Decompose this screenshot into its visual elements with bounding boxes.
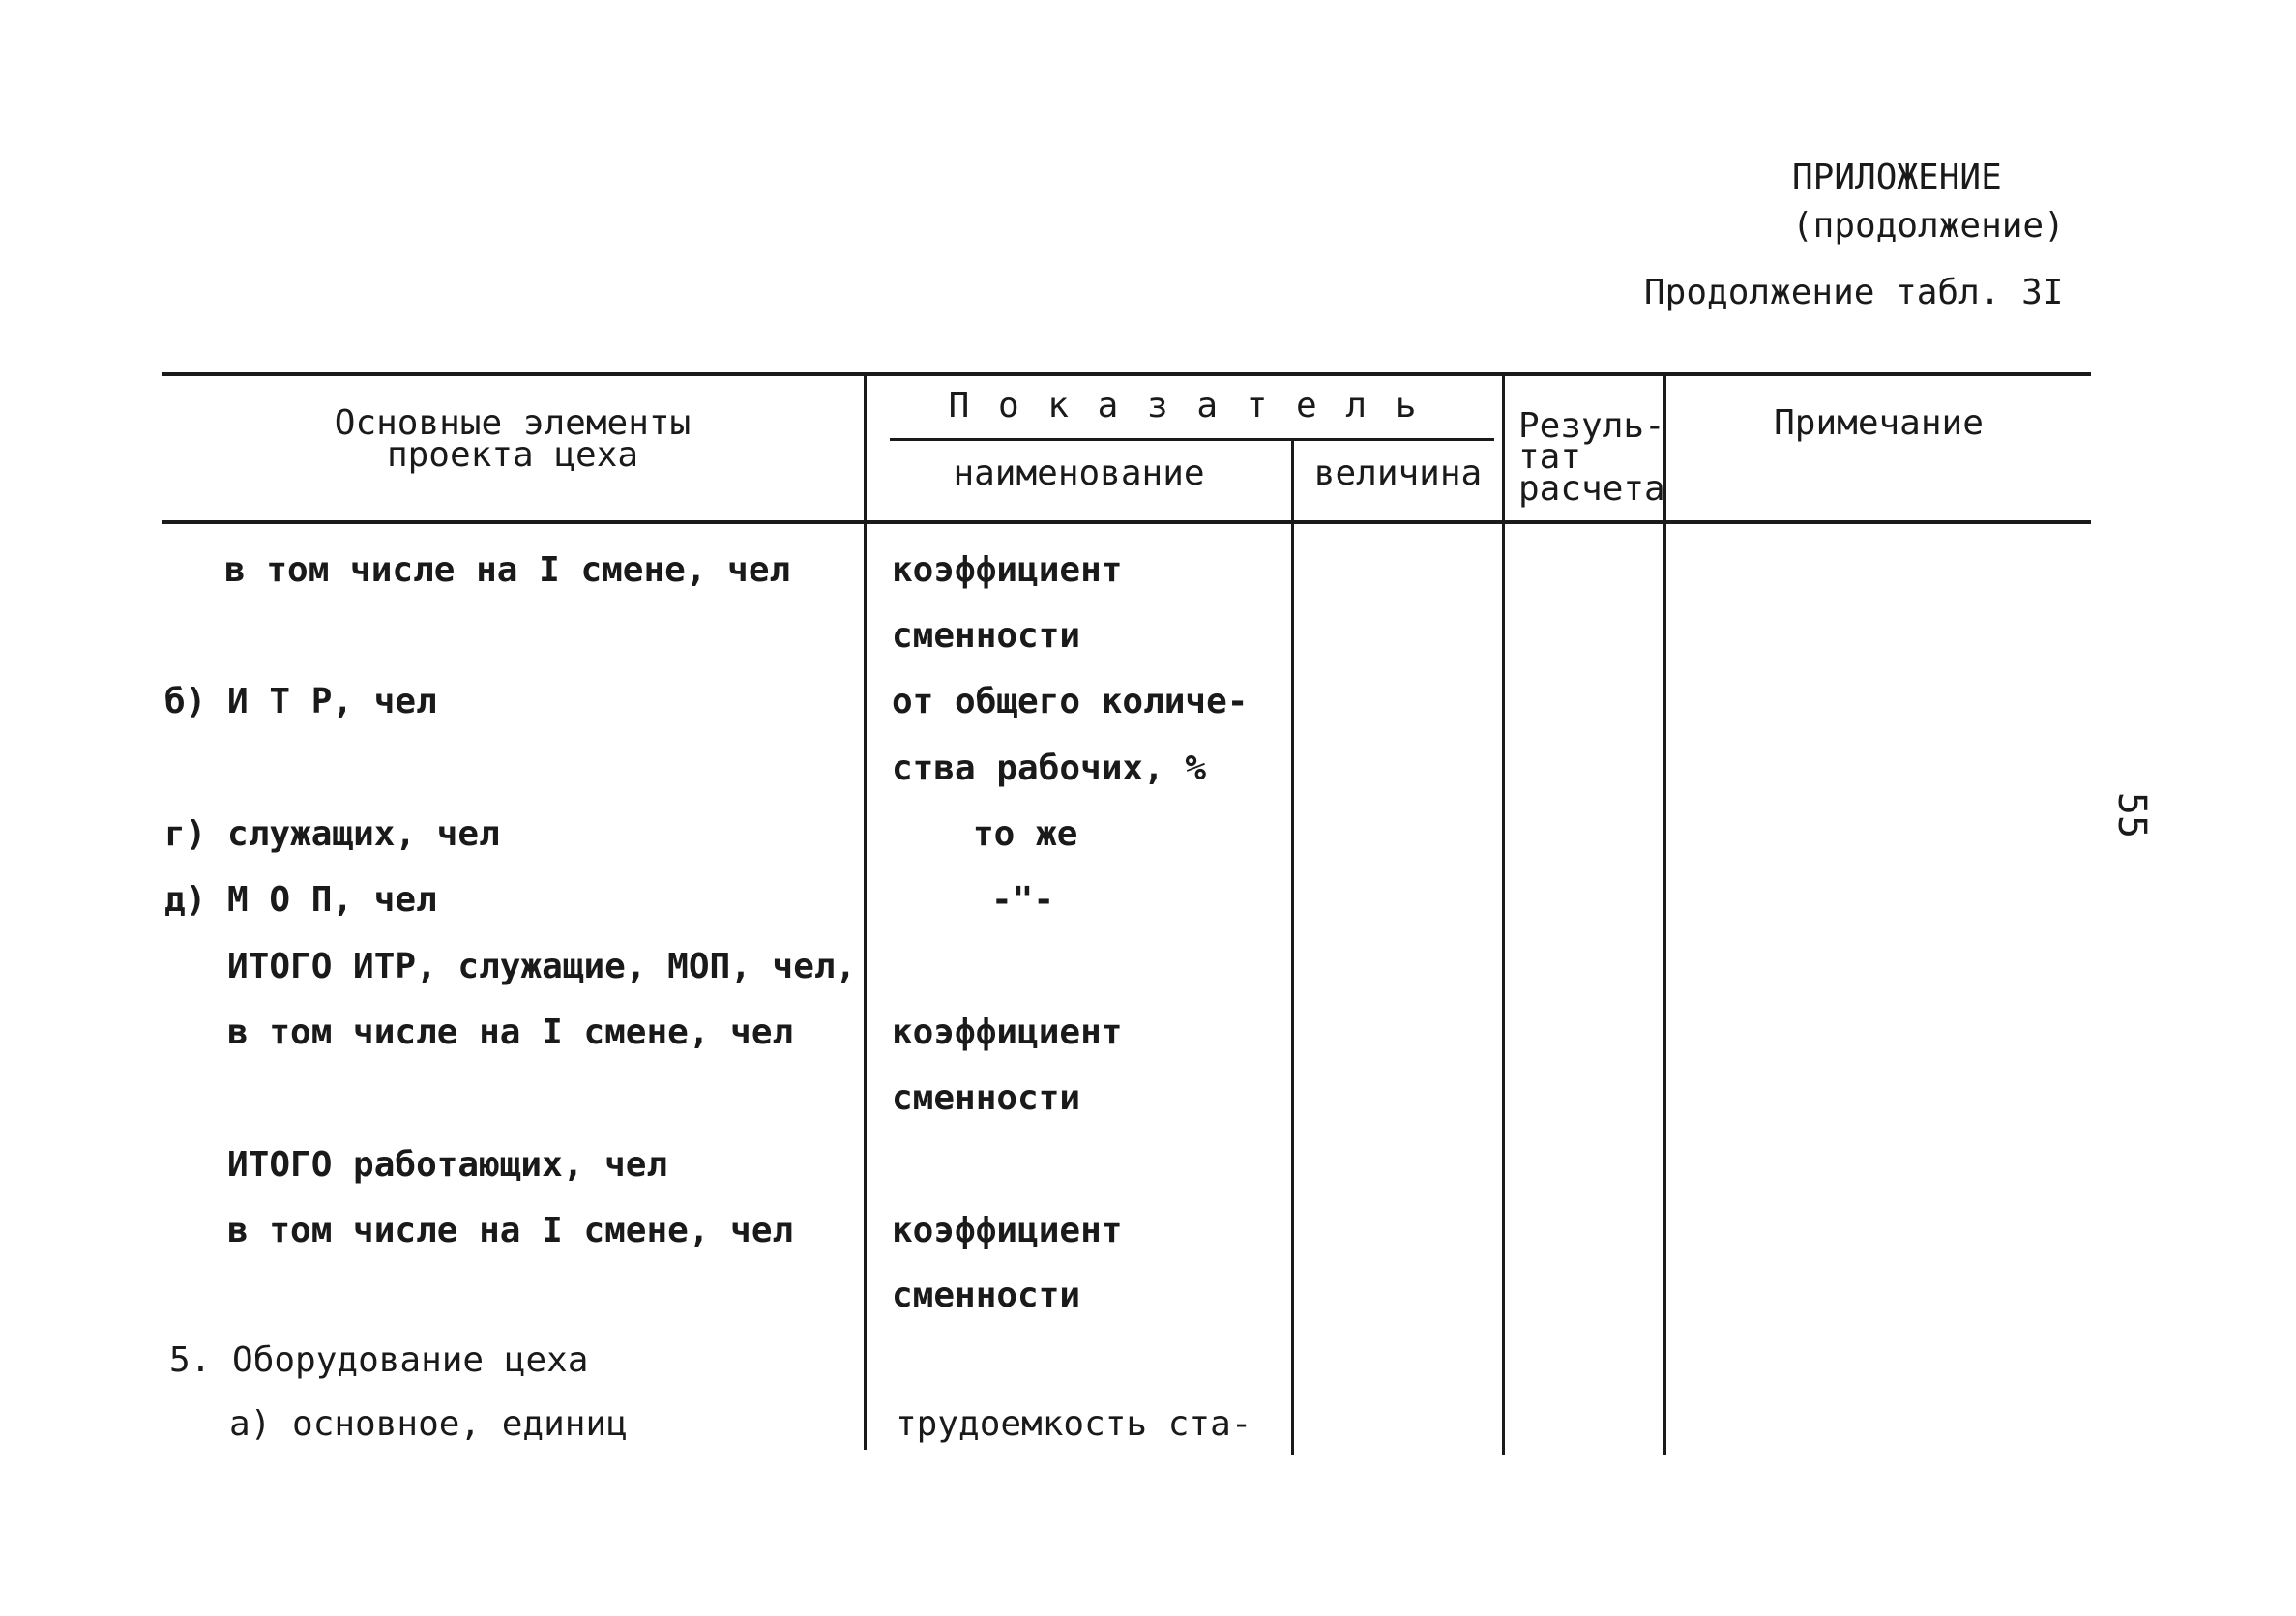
row-3-element: б) И Т Р, чел (164, 682, 437, 721)
header-elements-line1: Основные элементы (334, 403, 692, 443)
row-9-indicator: сменности (892, 1078, 1081, 1118)
row-10-element: ИТОГО работающих, чел (227, 1145, 668, 1185)
header-indicator-name: наименование (953, 454, 1205, 493)
table-continuation-label: Продолжение табл. 3I (1644, 273, 2064, 312)
col-sep-name-value (1291, 440, 1294, 1455)
col-sep-result-note (1663, 374, 1666, 1455)
row-3-indicator: от общего количе- (892, 682, 1249, 721)
row-4-indicator: ства рабочих, % (892, 749, 1207, 788)
indicator-subheader-rule (890, 438, 1494, 441)
header-indicator: П о к а з а т е л ь (948, 386, 1421, 426)
header-indicator-value: величина (1313, 454, 1483, 493)
header-result-line2: тат (1518, 437, 1582, 477)
header-note: Примечание (1774, 403, 1984, 443)
row-6-indicator: -"- (991, 880, 1055, 920)
row-5-indicator: то же (973, 814, 1078, 854)
row-1-element: в том числе на I смене, чел (224, 550, 791, 590)
row-7-element: ИТОГО ИТР, служащие, МОП, чел, (227, 947, 857, 986)
appendix-title: ПРИЛОЖЕНИЕ (1792, 158, 2002, 197)
row-11-element: в том числе на I смене, чел (227, 1211, 794, 1250)
row-12-indicator: сменности (892, 1276, 1081, 1315)
header-result-line1: Резуль- (1518, 406, 1665, 446)
table-top-rule (162, 372, 2091, 376)
row-13-element: 5. Оборудование цеха (169, 1340, 589, 1380)
header-result-line3: расчета (1518, 469, 1665, 509)
appendix-continuation: (продолжение) (1792, 206, 2065, 246)
row-14-indicator: трудоемкость ста- (896, 1404, 1252, 1444)
row-8-element: в том числе на I смене, чел (227, 1013, 794, 1052)
row-14-element: а) основное, единиц (229, 1404, 628, 1444)
row-11-indicator: коэффициент (892, 1211, 1123, 1250)
row-8-indicator: коэффициент (892, 1013, 1123, 1052)
page-number: 55 (2109, 791, 2155, 839)
row-5-element: г) служащих, чел (164, 814, 500, 854)
table-header-bottom-rule (162, 520, 2091, 524)
col-sep-indicator-result (1502, 374, 1505, 1455)
row-6-element: д) М О П, чел (164, 880, 437, 920)
row-1-indicator: коэффициент (892, 550, 1123, 590)
row-2-indicator: сменности (892, 616, 1081, 656)
header-elements-line2: проекта цеха (386, 435, 639, 475)
col-sep-elements (864, 374, 867, 1450)
